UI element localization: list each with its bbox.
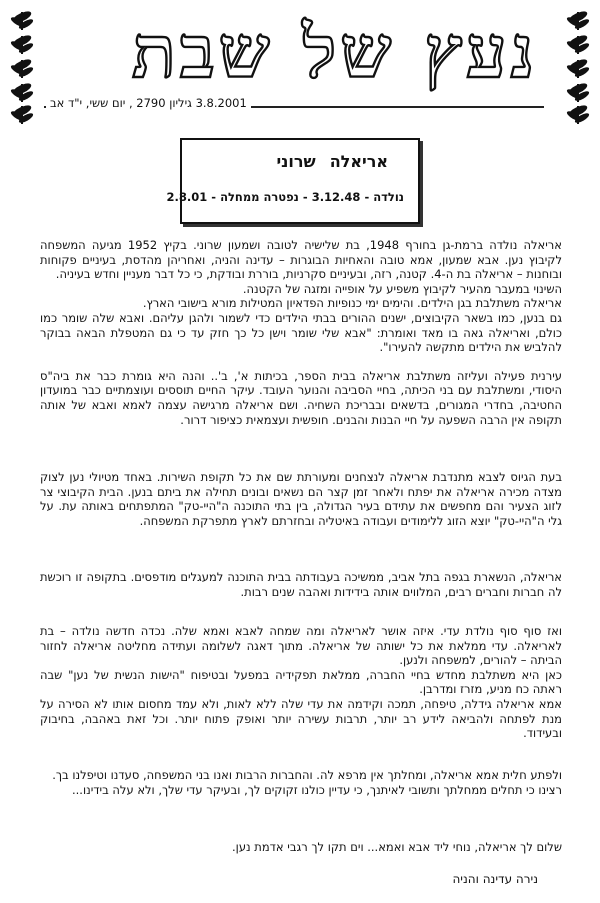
article-block-telaviv xyxy=(40,570,562,599)
wheat-sprig-icon xyxy=(4,8,40,126)
article-paragraph: כאן היא משתלבת מחדש בחיי החברה, ממלאת תפקידיה במפעל ובטיפוח "הישות הנשית של נען" שבה ראתה כח מניע, מזרז ומדרבן. xyxy=(40,667,562,697)
signature: נירה עדינה והניה xyxy=(452,872,538,886)
article-block-childhood xyxy=(40,238,562,427)
article-paragraph: רצינו כי תחלים ממחלתך ותשובי לאיתנך, כי עדיין כולנו זקוקים לך, ובעיקר עדי שלך, ולא עלה בידינו... xyxy=(71,782,562,797)
article-paragraph: בעת הגיוס לצבא מתנדבת אריאלה לנצחנים ומעורתת שם את כל תקופת השירות. באחד מטיולי נען לצוק מצדה מכירה אריאלה את יפתח ולאחר זמן קצר הם נשאים ובונים תחילה את ביתם בנען. הבית הקיבוצי צר לזוג הצעיר והם מחפשים את עתידם בעיר הגדולה, בין בתי התוכנה ה"היי-טק" המתפתחים באותה עת. על גלי ה"היי-טק" יוצא הזוג ללימודים ועבודה באיטליה ובחזרתם לארץ מתפרקת המשפחה. xyxy=(40,470,562,528)
article-paragraph: גם בנען, כמו בשאר הקיבוצים, ישנים ההורים בבתי הילדים כדי לשמור ולהגן עליהם. ואבא שלה שומר כמו כולם, ואריאלה גאה בו מאד ואומרת: "אבא שלי שומר וישן כל כך חזק עד כי גם המטפלת הבאה בבוקר להלביש את הילדים מתקשה להעירו". xyxy=(40,310,562,355)
article-paragraph: ואז סוף סוף נולדת עדי. איזה אושר לאריאלה ומה שמחה לאבא ואמא שלה. נכדה חדשה נולדה – בת לאריאלה. עדי ממלאת את כל ישותה של אריאלה. מתוך דאגה לשלומה ועתידה מחליטה אריאלה לחזור הביתה – להורים, למשפחה ולנען. xyxy=(40,624,562,668)
newsletter-title: נעץ של שבת xyxy=(131,9,538,94)
article-block-illness xyxy=(40,768,562,797)
memorial-first-name: אריאלה xyxy=(329,152,388,171)
memorial-dates: נולדה - 3.12.48 - נפטרה ממחלה - 2.8.01 xyxy=(166,190,404,204)
article-block-army xyxy=(40,470,562,528)
article-paragraph: אריאלה משתלבת בגן הילדים. והימים ימי כנופיות הפדאיון המטילות מורא בישובי הארץ. xyxy=(142,296,562,311)
memorial-box xyxy=(166,138,420,224)
memorial-name xyxy=(276,152,388,171)
article-paragraph: אמא אריאלה גידלה, טיפחה, תמכה וקידמה את עדי שלה ללא לאות, ולא עמד מחסום אותו לא הסירה על מנת לפתחה ולהביאה לידע רב יותר, תרבות עשירה יותר ואופק פתוח יותר. וכל זאת באהבה, בחיבוק ובעידוד. xyxy=(40,696,562,741)
article-paragraph: שלום לך אריאלה, נוחי ליד אבא ואמא... וים תקו לך רגבי אדמת נען. xyxy=(232,840,562,854)
wheat-sprig-icon xyxy=(560,8,596,126)
article-block-adi xyxy=(40,624,562,741)
article-paragraph: עירנית פעילה ועליזה משתלבת אריאלה בבית הספר, בכיתות א', ב'.. והנה היא גומרת כבר את ביה"ס היסודי, ומשתלבת עם בני הכיתה, בחיי הסביבה והנוער העובד. עיקר החיים תוססים ועוצמתיים כבר במועדון החטיבה, בחדרי המגורים, בדשאים ובבריכת השחיה. ושם אריאלה מרגישה עצמה לאמא ואבא של אותה תקופה אין הרבה השפעה על חיי הבנות והבנים. חופשית ועצמאית כציפור דרור. xyxy=(40,368,562,427)
masthead xyxy=(0,0,600,130)
issue-date-line: 3.8.2001 גיליון 2790 , יום ששי, י"ד אב xyxy=(46,96,251,110)
article-block-farewell xyxy=(40,840,562,855)
article-paragraph: אריאלה נולדה ברמת-גן בחורף 1948, בת שלישיה לטובה ושמעון שרוני. בקיץ 1952 מגיעה המשפחה לקיבוץ נען. אבא שמעון, אמא טובה והאחיות הבוגרות – עדינה והניה, ואחריהן מהדסת, בעיניים פקוחות ובוחנות – אריאלה בת ה-4. קטנה, רזה, ובעיניים סקרניות, בוררת ובודקת, כי כל דבר מעניין וחדש בעיניה. xyxy=(40,238,562,282)
article-paragraph: אריאלה, הנשארת בגפה בתל אביב, ממשיכה בעבודתה בבית התוכנה למעגלים מודפסים. בתקופה זו רוכשת לה חברות וחברים רבים, המלווים אותה בידידות ואהבה שנים רבות. xyxy=(40,570,562,599)
article-paragraph: ולפתע חלית אמא אריאלה, ומחלתך אין מרפא לה. והחברות הרבות ואנו בני המשפחה, סעדנו וטיפלנו בך. xyxy=(52,768,562,782)
article-paragraph: השינוי במעבר מהעיר לקיבוץ משפיע על אופייה ומזגה של הקטנה. xyxy=(242,281,562,296)
memorial-last-name: שרוני xyxy=(276,152,316,171)
